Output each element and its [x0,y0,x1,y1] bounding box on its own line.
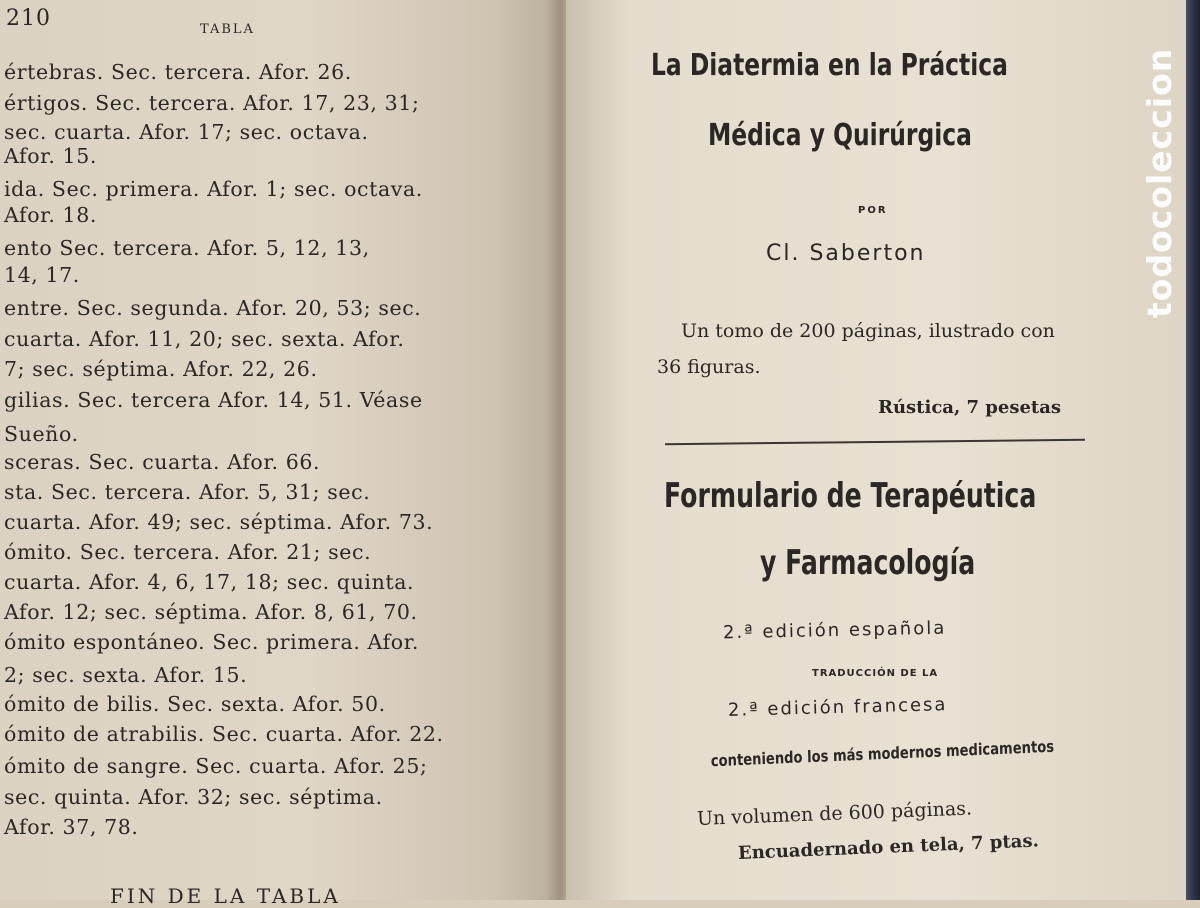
index-line: sec. cuarta. Afor. 17; sec. octava. [4,120,369,144]
book2-volume: Un volumen de 600 páginas. [696,797,973,830]
index-line: entre. Sec. segunda. Afor. 20, 53; sec. [4,296,422,320]
index-line: Sueño. [4,422,79,446]
index-line: Afor. 15. [4,144,97,168]
book1-description-line2: 36 figuras. [657,356,761,378]
book1-author: Cl. Saberton [766,241,926,266]
index-line: cuarta. Afor. 11, 20; sec. sexta. Afor. [4,327,405,351]
book1-title-line2: Médica y Quirúrgica [708,118,972,153]
book1-por: POR [858,205,888,216]
index-line: 7; sec. séptima. Afor. 22, 26. [4,357,318,381]
index-line: gilias. Sec. tercera Afor. 14, 51. Véase [4,388,423,412]
index-line: ómito. Sec. tercera. Afor. 21; sec. [4,540,372,564]
book2-translation-note: TRADUCCIÓN DE LA [812,668,939,679]
book1-price: Rústica, 7 pesetas [878,397,1062,418]
watermark [1140,47,1179,319]
watermark-text: todocoleccion [1140,47,1179,318]
index-line: ómito espontáneo. Sec. primera. Afor. [4,630,419,654]
index-line: értebras. Sec. tercera. Afor. 26. [4,60,352,84]
index-line: ida. Sec. primera. Afor. 1; sec. octava. [4,177,423,201]
index-line: Afor. 18. [4,203,97,227]
book2-price: Encuadernado en tela, 7 ptas. [737,830,1040,864]
index-line: 2; sec. sexta. Afor. 15. [4,663,248,687]
index-line: ómito de bilis. Sec. sexta. Afor. 50. [4,692,386,716]
index-line: 14, 17. [4,263,80,287]
running-head: TABLA [200,22,255,37]
book2-title-line2: y Farmacología [760,543,976,583]
index-line: ómito de atrabilis. Sec. cuarta. Afor. 22. [4,722,444,746]
index-line: sec. quinta. Afor. 32; sec. séptima. [4,785,383,809]
book2-edition-spanish: 2.ª edición española [722,617,947,644]
book2-contents: conteniendo los más modernos medicamentos [710,736,1055,771]
book2-edition-french: 2.ª edición francesa [727,694,948,721]
index-line: Afor. 12; sec. séptima. Afor. 8, 61, 70. [4,600,418,624]
index-line: cuarta. Afor. 4, 6, 17, 18; sec. quinta. [4,570,415,594]
book-cover-edge [1186,0,1200,900]
index-line: ento Sec. tercera. Afor. 5, 12, 13, [4,236,370,260]
index-line: Afor. 37, 78. [4,815,139,839]
index-line: sta. Sec. tercera. Afor. 5, 31; sec. [4,480,371,504]
end-of-table: FIN DE LA TABLA [110,884,341,908]
book2-title-line1: Formulario de Terapéutica [664,476,1037,516]
index-line: sceras. Sec. cuarta. Afor. 66. [4,450,321,474]
index-line: értigos. Sec. tercera. Afor. 17, 23, 31; [4,91,420,115]
book1-title-line1: La Diatermia en la Práctica [651,48,1008,83]
index-line: cuarta. Afor. 49; sec. séptima. Afor. 73. [4,510,434,534]
index-line: ómito de sangre. Sec. cuarta. Afor. 25; [4,754,428,778]
page-number: 210 [6,6,51,31]
book1-description-line1: Un tomo de 200 páginas, ilustrado con [681,320,1055,342]
